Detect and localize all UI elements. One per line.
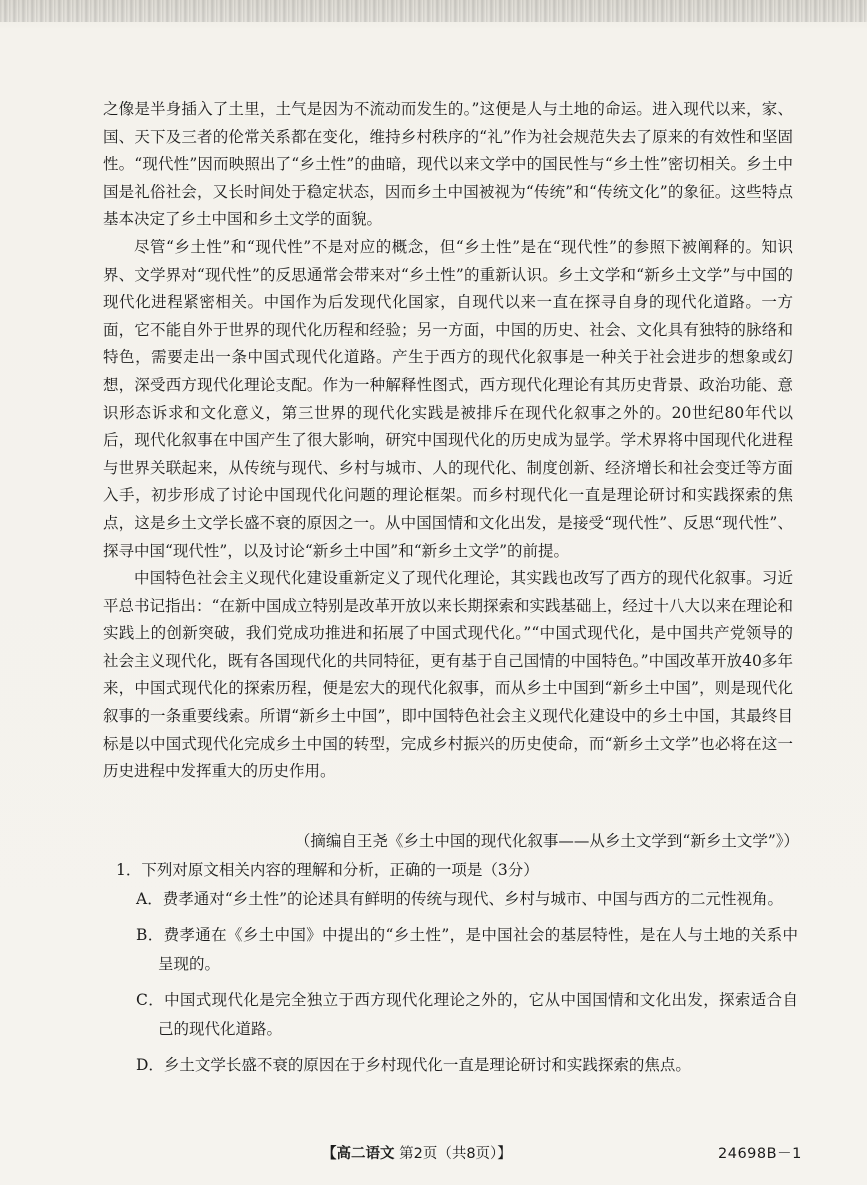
article-paragraph-1: 之像是半身插入了土里，土气是因为不流动而发生的。”这便是人与土地的命运。进入现代以来，家、国、天下及三者的伦常关系都在变化，维持乡村秩序的“礼”作为社会规范失去了原来的有效性和坚固性。“现代性”因而映照出了“乡土性”的曲暗，现代以来文学中的国民性与“乡土性”密切相关。乡土中国是礼俗社会，又长时间处于稳定状态，因而乡土中国被视为“传统”和“传统文化”的象征。这些特点基本决定了乡土中国和乡土文学的面貌。 <box>103 100 793 229</box>
footer-page-info <box>322 1142 512 1163</box>
option-a: A．费孝通对“乡土性”的论述具有鲜明的传统与现代、乡村与城市、中国与西方的二元性视角。 <box>136 890 784 908</box>
article-paragraph-2: 尽管“乡土性”和“现代性”不是对应的概念，但“乡土性”是在“现代性”的参照下被阐释的。知识界、文学界对“现代性”的反思通常会带来对“乡土性”的重新认识。乡土文学和“新乡土文学”与中国的现代化进程紧密相关。中国作为后发现代化国家，自现代以来一直在探寻自身的现代化道路。一方面，它不能自外于世界的现代化历程和经验；另一方面，中国的历史、社会、文化具有独特的脉络和特色，需要走出一条中国式现代化道路。产生于西方的现代化叙事是一种关于社会进步的想象或幻想，深受西方现代化理论支配。作为一种解释性图式，西方现代化理论有其历史背景、政治功能、意识形态诉求和文化意义，第三世界的现代化实践是被排斥在现代化叙事之外的。20世纪80年代以后，现代化叙事在中国产生了很大影响，研究中国现代化的历史成为显学。学术界将中国现代化进程与世界关联起来，从传统与现代、乡村与城市、人的现代化、制度创新、经济增长和社会变迁等方面入手，初步形成了讨论中国现代化问题的理论框架。而乡村现代化一直是理论研讨和实践探索的焦点，这是乡土文学长盛不衰的原因之一。从中国国情和文化出发，是接受“现代性”、反思“现代性”、探寻中国“现代性”，以及讨论“新乡土中国”和“新乡土文学”的前提。 <box>103 237 793 560</box>
question-1 <box>116 856 798 1080</box>
option-b: B．费孝通在《乡土中国》中提出的“乡土性”，是中国社会的基层特性，是在人与土地的关系中呈现的。 <box>136 926 798 973</box>
footer-subject: 【高二语文 <box>322 1146 395 1162</box>
footer-page-number: 第2页（共8页）】 <box>399 1146 512 1162</box>
page-footer <box>0 1142 867 1164</box>
question-stem: 1．下列对原文相关内容的理解和分析，正确的一项是（3分） <box>116 861 539 879</box>
footer-exam-code: 24698B－1 <box>718 1146 802 1162</box>
article-paragraph-3: 中国特色社会主义现代化建设重新定义了现代化理论，其实践也改写了西方的现代化叙事。习近平总书记指出：“在新中国成立特别是改革开放以来长期探索和实践基础上，经过十八大以来在理论和实践上的创新突破，我们党成功推进和拓展了中国式现代化。”“中国式现代化，是中国共产党领导的社会主义现代化，既有各国现代化的共同特征，更有基于自己国情的中国特色。”中国改革开放40多年来，中国式现代化的探索历程，便是宏大的现代化叙事，而从乡土中国到“新乡土中国”，则是现代化叙事的一条重要线索。所谓“新乡土中国”，即中国特色社会主义现代化建设中的乡土中国，其最终目标是以中国式现代化完成乡土中国的转型，完成乡村振兴的历史使命，而“新乡土文学”也必将在这一历史进程中发挥重大的历史作用。 <box>103 569 793 781</box>
scan-edge-artifact <box>0 0 867 22</box>
article-source: （摘编自王尧《乡土中国的现代化叙事——从乡土文学到“新乡土文学”》） <box>294 832 799 850</box>
option-c: C．中国式现代化是完全独立于西方现代化理论之外的，它从中国国情和文化出发，探索适合自己的现代化道路。 <box>136 991 798 1038</box>
option-d: D．乡土文学长盛不衰的原因在于乡村现代化一直是理论研讨和实践探索的焦点。 <box>136 1056 691 1074</box>
article-body <box>103 96 793 786</box>
